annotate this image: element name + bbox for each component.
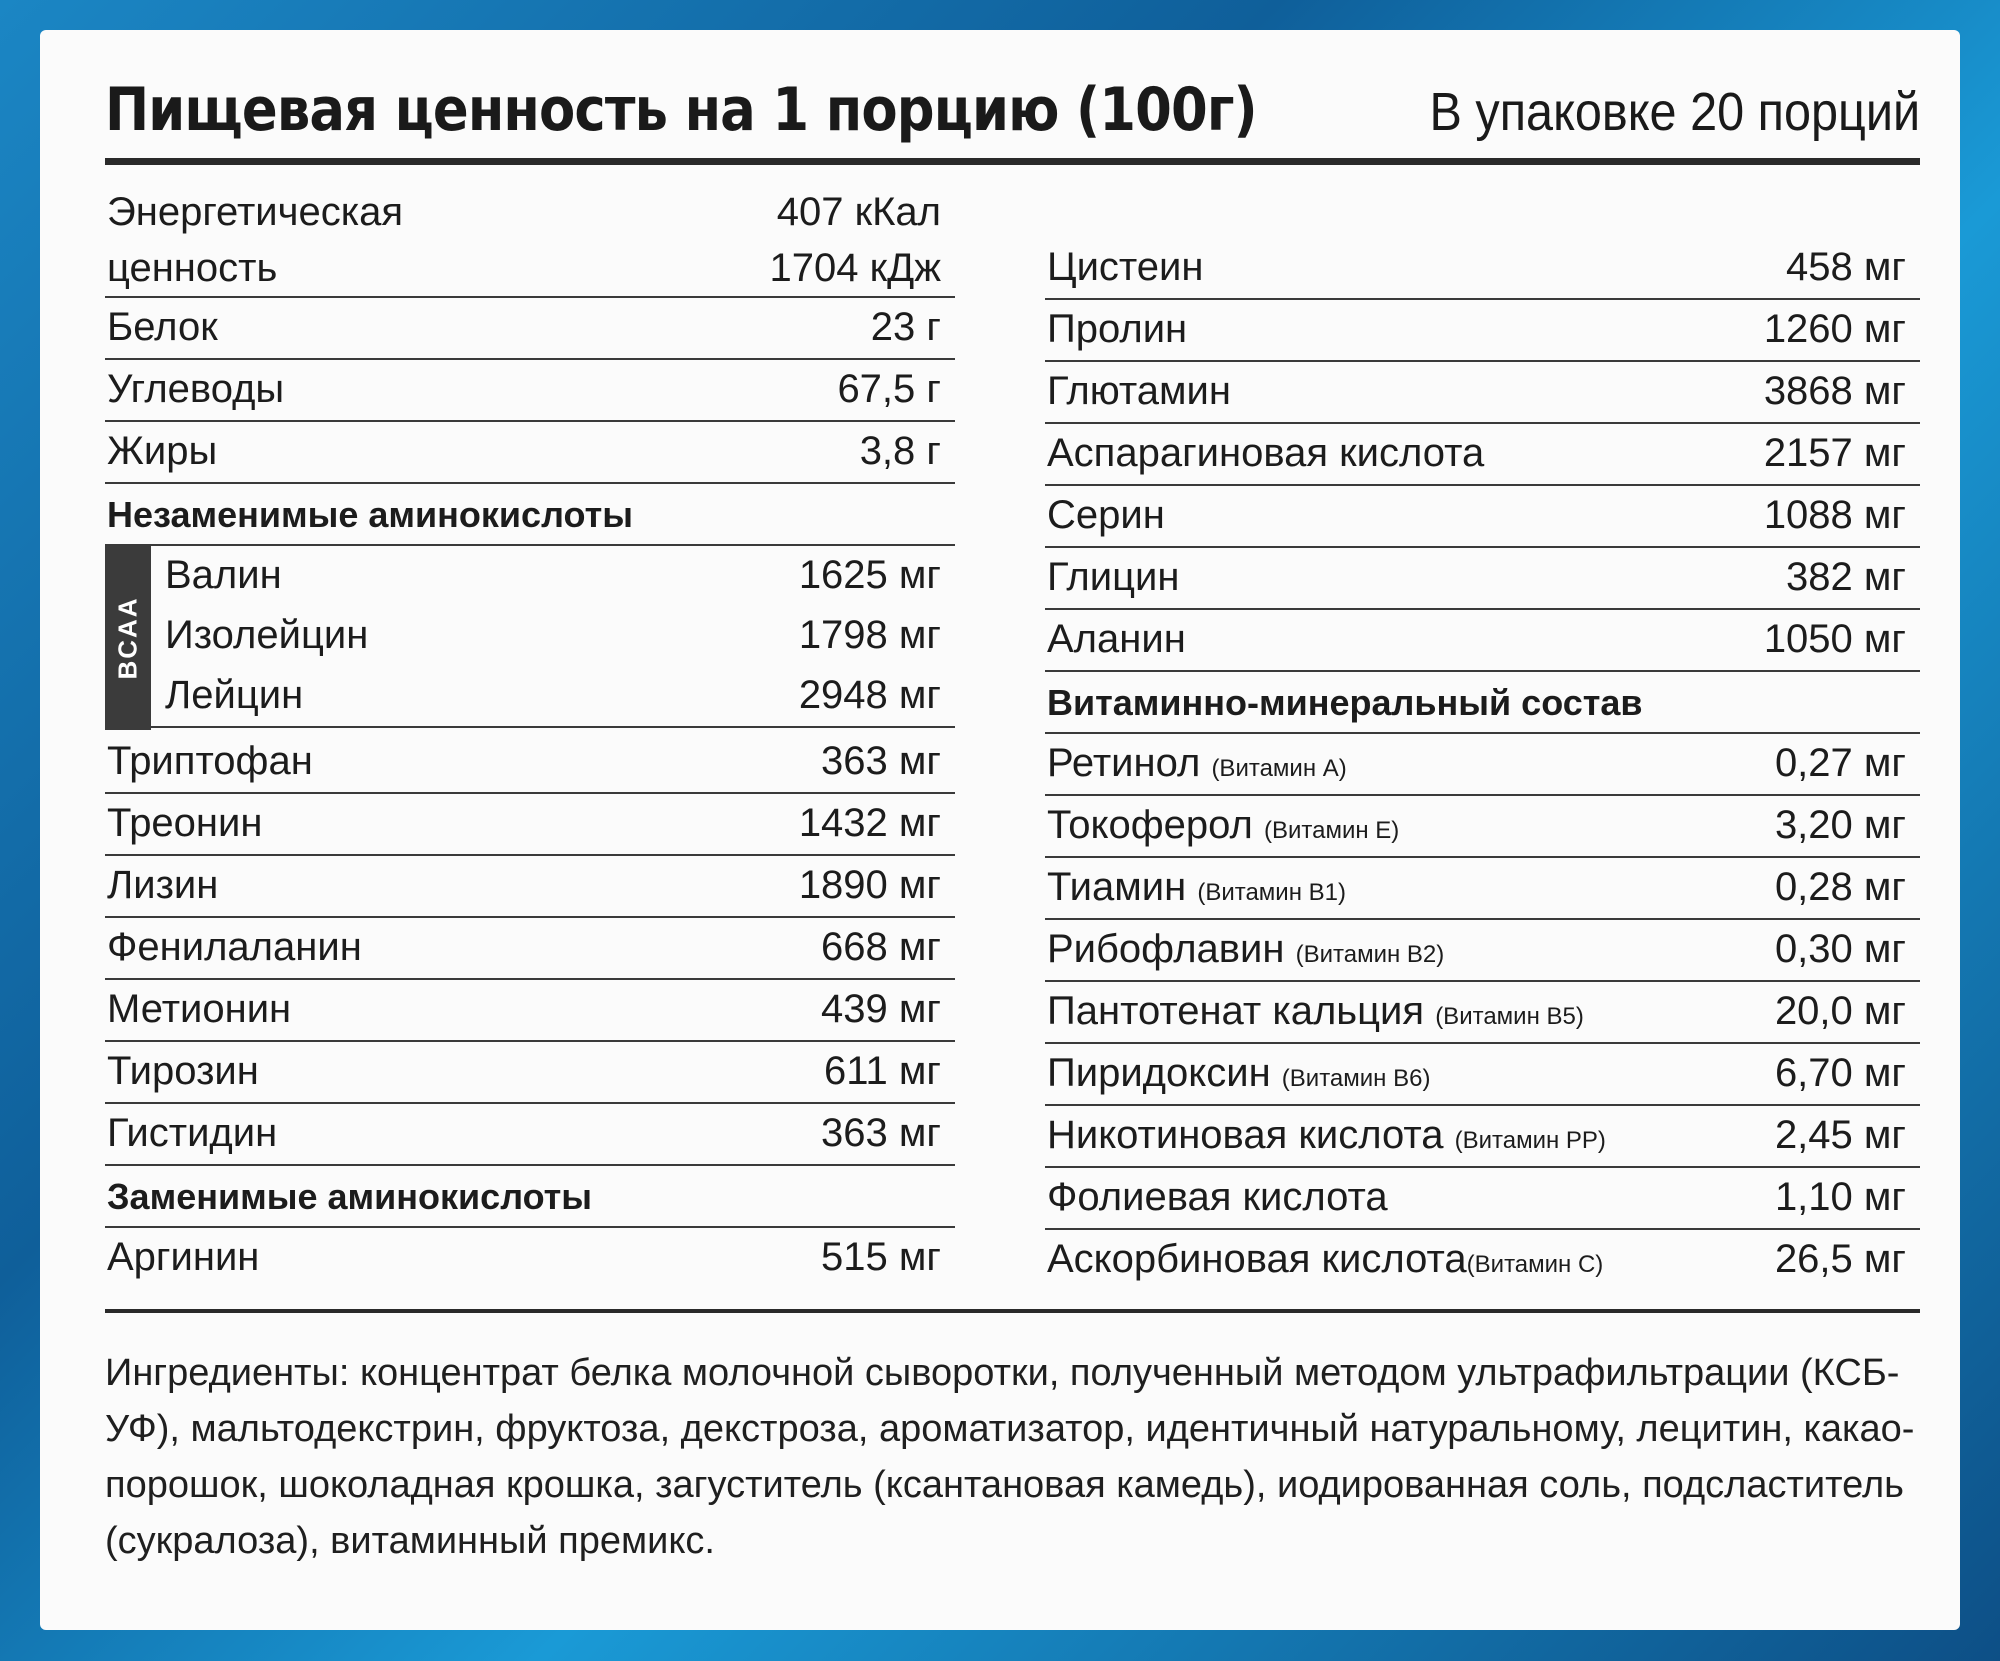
table-row: Триптофан 363 мг [105, 732, 955, 794]
top-divider [105, 158, 1920, 165]
bcaa-label: BCAA [112, 596, 143, 680]
ingredients-text: Ингредиенты: концентрат белка молочной сыворотки, полученный методом ультрафильтрации (КСБ-УФ), мальтодекстрин, фруктоза, декстроза, ароматизатор, идентичный натуральному, лецитин, какао-порошок, шоколадная крошка, загуститель (ксантановая камедь), иодированная соль, подсластитель (сукралоза), витаминный премикс. [105, 1352, 1915, 1562]
table-row: Аспарагиновая кислота 2157 мг [1045, 424, 1920, 486]
vitamin-heading-row [1045, 672, 1920, 734]
table-row: Метионин 439 мг [105, 980, 955, 1042]
energy-row [105, 178, 955, 298]
bcaa-rows [151, 546, 955, 728]
table-row: Аланин 1050 мг [1045, 610, 1920, 672]
right-column [1045, 178, 1920, 1290]
nonessential-heading: Заменимые аминокислоты [107, 1176, 593, 1217]
energy-kcal: 407 кКал [776, 190, 941, 234]
table-row: Изолейцин 1798 мг [165, 613, 941, 657]
table-row: Серин 1088 мг [1045, 486, 1920, 548]
table-row: Ретинол (Витамин А) 0,27 мг [1045, 734, 1920, 796]
energy-label: Энергетическая ценность [107, 190, 403, 290]
table-row: Пиридоксин (Витамин В6) 6,70 мг [1045, 1044, 1920, 1106]
energy-kj: 1704 кДж [769, 246, 941, 290]
table-row: Аргинин 515 мг [107, 1235, 941, 1279]
essential-heading: Незаменимые аминокислоты [107, 494, 633, 535]
nonessential-heading-row [105, 1166, 955, 1228]
bottom-divider [105, 1309, 1920, 1313]
table-row: Глютамин 3868 мг [1045, 362, 1920, 424]
table-row: Фенилаланин 668 мг [105, 918, 955, 980]
table-row: Жиры 3,8 г [105, 422, 955, 484]
table-row: Цистеин 458 мг [1045, 178, 1920, 300]
essential-heading-row [105, 484, 955, 546]
table-row: Углеводы 67,5 г [105, 360, 955, 422]
bcaa-group [105, 546, 955, 732]
energy-values [770, 184, 941, 296]
table-row: Тиамин (Витамин В1) 0,28 мг [1045, 858, 1920, 920]
table-row: Пантотенат кальция (Витамин В5) 20,0 мг [1045, 982, 1920, 1044]
table-row: Гистидин 363 мг [105, 1104, 955, 1166]
table-row: Глицин 382 мг [1045, 548, 1920, 610]
table-row: Тирозин 611 мг [105, 1042, 955, 1104]
table-row: Фолиевая кислота 1,10 мг [1045, 1168, 1920, 1230]
header [105, 75, 1920, 145]
table-row: Никотиновая кислота (Витамин PP) 2,45 мг [1045, 1106, 1920, 1168]
table-row: Рибофлавин (Витамин В2) 0,30 мг [1045, 920, 1920, 982]
vitamin-heading: Витаминно-минеральный состав [1047, 682, 1643, 723]
table-row: Пролин 1260 мг [1045, 300, 1920, 362]
table-row: Белок 23 г [105, 298, 955, 360]
table-row: Валин 1625 мг [165, 553, 941, 597]
table-row: Токоферол (Витамин Е) 3,20 мг [1045, 796, 1920, 858]
left-column [105, 178, 955, 1288]
table-row: Аскорбиновая кислота(Витамин С) 26,5 мг [1047, 1237, 1906, 1281]
table-row: Треонин 1432 мг [105, 794, 955, 856]
table-row: Лейцин 2948 мг [151, 666, 955, 728]
servings-per-package: В упаковке 20 порций [1429, 82, 1920, 142]
table-row: Лизин 1890 мг [105, 856, 955, 918]
page-title: Пищевая ценность на 1 порцию (100г) [105, 75, 1257, 145]
bcaa-label-box [105, 546, 151, 730]
